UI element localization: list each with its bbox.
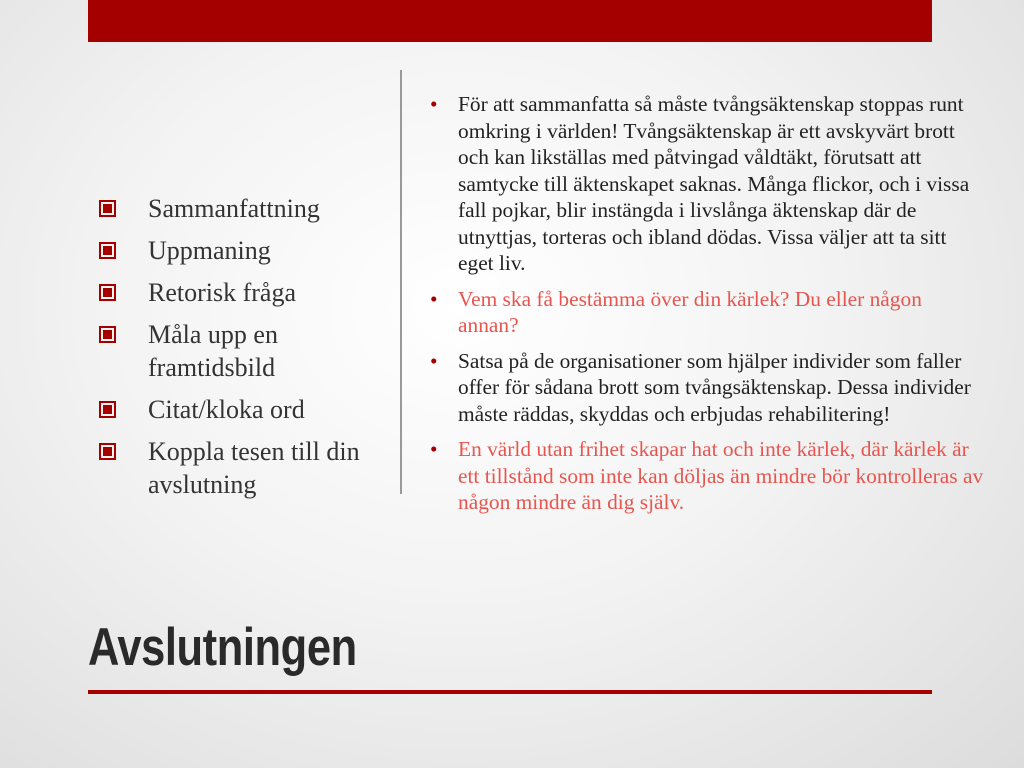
bullet-item — [428, 348, 984, 428]
checklist-item — [96, 393, 386, 426]
checklist-item-label: Citat/kloka ord — [148, 395, 305, 424]
bullet-item — [428, 286, 984, 339]
bullet-dot-icon: • — [430, 348, 438, 373]
conclusion-bullets — [428, 91, 984, 525]
checkbox-bullet-icon — [99, 200, 116, 217]
bullet-text: En värld utan frihet skapar hat och inte kärlek, där kärlek är ett tillstånd som inte kan döljas än mindre bör kontrolleras av någon mindre än dig själv. — [458, 437, 984, 514]
checkbox-bullet-icon — [99, 401, 116, 418]
checklist-item-label: Måla upp en framtidsbild — [148, 320, 278, 382]
checklist-item-label: Uppmaning — [148, 236, 271, 265]
bullet-text: Satsa på de organisationer som hjälper individer som faller offer för sådana brott som tvångsäktenskap. Dessa individer måste räddas, skyddas och erbjudas rehabilitering! — [458, 348, 971, 426]
title-underline — [88, 690, 932, 694]
checklist-item — [96, 192, 386, 225]
bullet-text: För att sammanfatta så måste tvångsäktenskap stoppas runt omkring i världen! Tvångsäktenskap är ett avskyvärt brott och kan likställas med påtvingad våldtäkt, förutsatt att samtycke till äktenskapet saknas. Många flickor, och i vissa fall pojkar, blir instängda i livslånga äktenskap där de utnyttjas, torteras och ibland dödas. Vissa väljer att ta sitt eget liv. — [458, 92, 970, 275]
checklist-item-label: Retorisk fråga — [148, 278, 297, 307]
checklist — [96, 192, 386, 510]
checklist-item-label: Sammanfattning — [148, 194, 320, 223]
checklist-item — [96, 318, 386, 384]
bullet-dot-icon: • — [430, 92, 438, 116]
bullet-item — [428, 436, 984, 516]
checkbox-bullet-icon — [99, 326, 116, 343]
checkbox-bullet-icon — [99, 284, 116, 301]
column-divider — [400, 70, 402, 494]
checkbox-bullet-icon — [99, 242, 116, 259]
bullet-text: Vem ska få bestämma över din kärlek? Du eller någon annan? — [458, 286, 922, 337]
bullet-item — [428, 91, 984, 277]
bullet-dot-icon: • — [430, 437, 438, 461]
checklist-item — [96, 234, 386, 267]
checklist-item-label: Koppla tesen till din avslutning — [148, 437, 360, 499]
slide-title: Avslutningen — [88, 618, 357, 677]
bullet-dot-icon: • — [430, 286, 438, 311]
checkbox-bullet-icon — [99, 443, 116, 460]
top-accent-bar — [88, 0, 932, 42]
checklist-item — [96, 435, 386, 501]
checklist-item — [96, 276, 386, 309]
